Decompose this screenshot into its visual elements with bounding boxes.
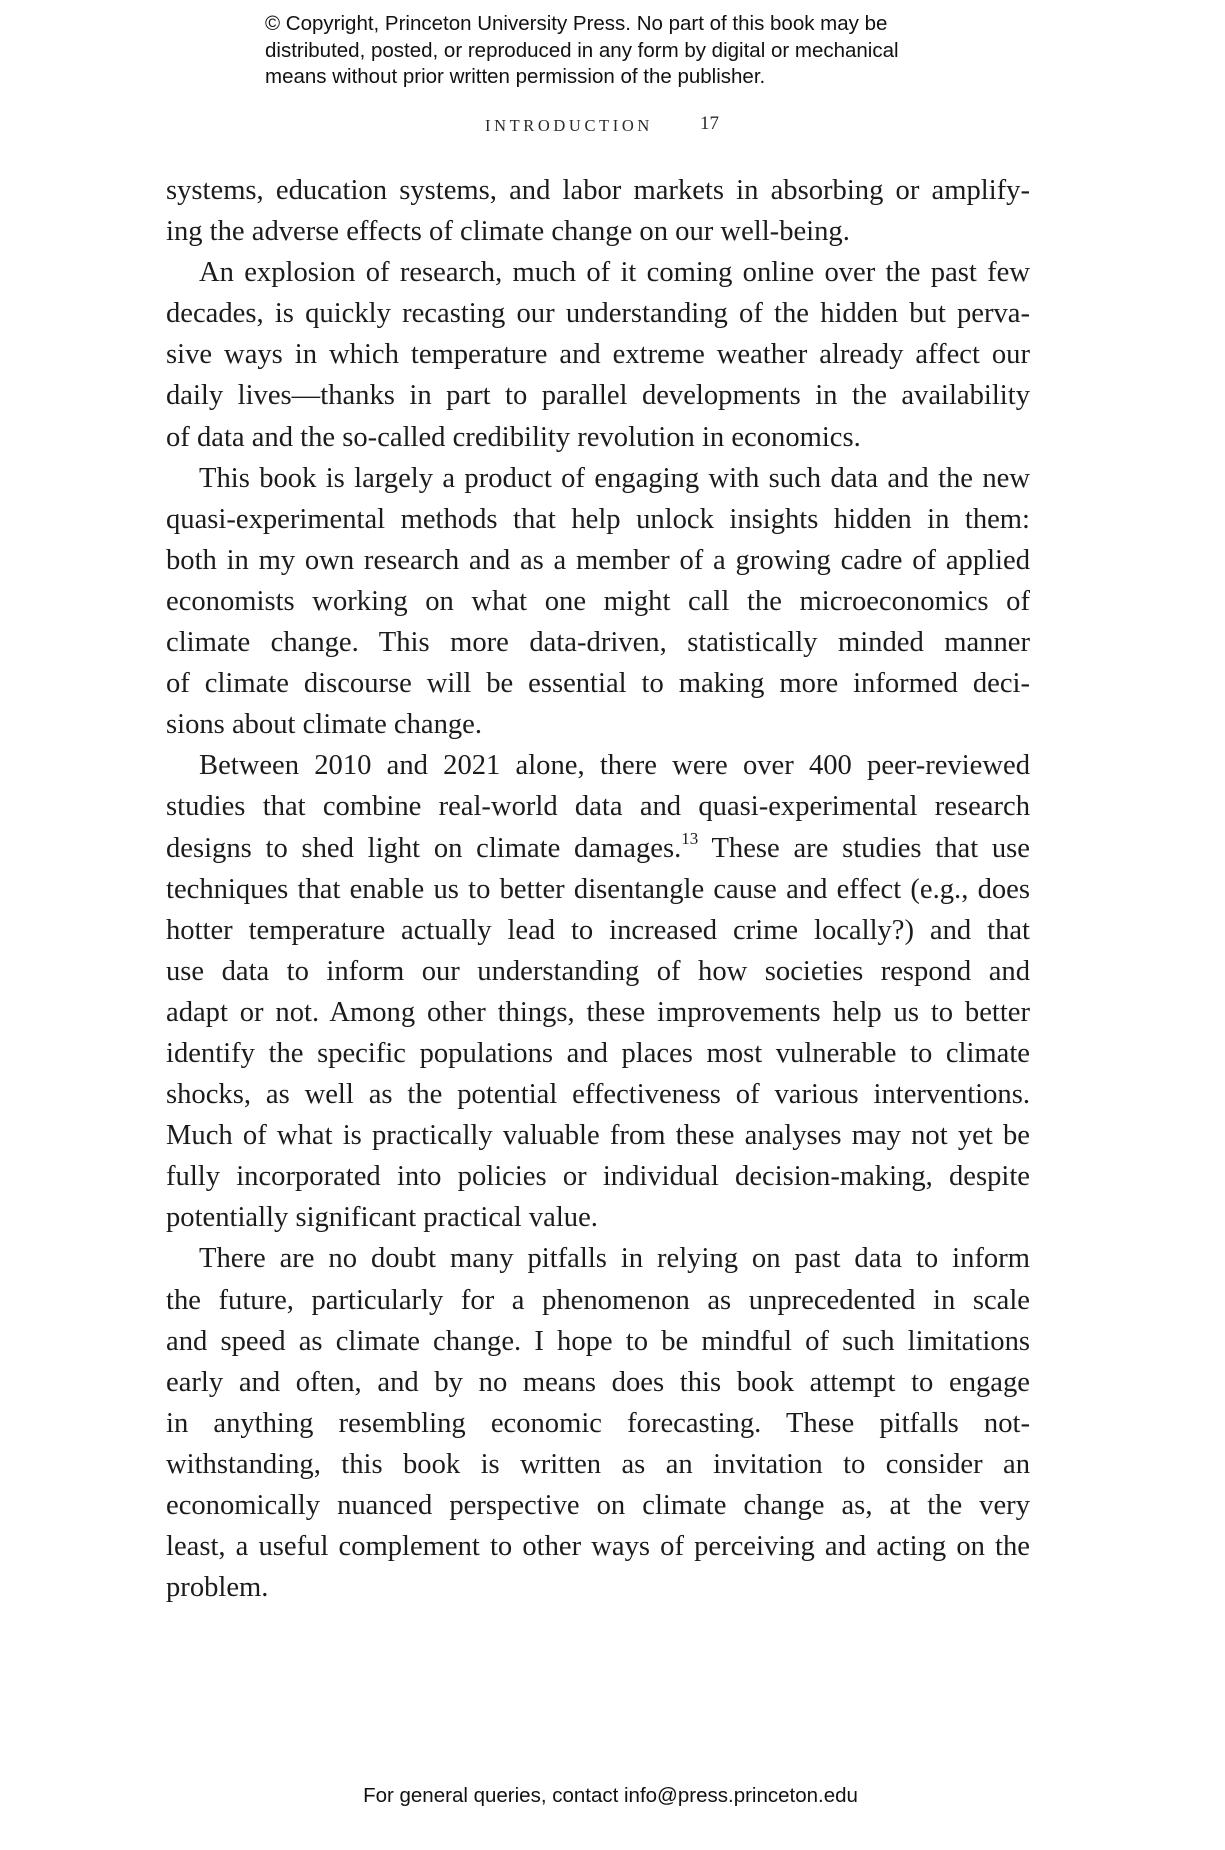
text-line: studies that combine real-world data and quasi-experimental research	[166, 791, 1030, 823]
paragraph	[166, 252, 1030, 457]
text-line: Between 2010 and 2021 alone, there were over 400 peer-reviewed	[199, 750, 1030, 782]
text-line: hotter temperature actually lead to increased crime locally?) and that	[166, 914, 1030, 946]
text-line: sive ways in which temperature and extreme weather already affect our	[166, 339, 1030, 371]
copyright-line: © Copyright, Princeton University Press. No part of this book may be	[265, 12, 888, 35]
text-line: early and often, and by no means does this book attempt to engage	[166, 1366, 1030, 1398]
text-line: identify the specific populations and places most vulnerable to climate	[166, 1037, 1030, 1069]
text-line: sions about climate change.	[166, 709, 483, 741]
text-line: techniques that enable us to better disentangle cause and effect (e.g., does	[166, 873, 1030, 905]
text-line: climate change. This more data-driven, statistically minded manner	[166, 627, 1030, 659]
text-line: ing the adverse effects of climate change on our well-being.	[166, 216, 850, 248]
contact-notice: For general queries, contact info@press.princeton.edu	[363, 1784, 858, 1807]
running-head	[0, 113, 1225, 139]
text-line: use data to inform our understanding of how societies respond and	[166, 955, 1030, 987]
text-segment: designs to shed light on climate damages.	[166, 832, 682, 864]
text-line: This book is largely a product of engaging with such data and the new	[199, 462, 1030, 494]
text-line: problem.	[166, 1572, 269, 1604]
text-line: and speed as climate change. I hope to be mindful of such limitations	[166, 1325, 1030, 1357]
text-segment: These are studies that use	[698, 832, 1030, 864]
text-line-with-footnote	[166, 828, 1030, 869]
body-text	[166, 170, 1030, 1608]
text-line: Much of what is practically valuable from these analyses may not yet be	[166, 1120, 1030, 1152]
text-line: adapt or not. Among other things, these improvements help us to better	[166, 996, 1030, 1028]
text-line: withstanding, this book is written as an invitation to consider an	[166, 1448, 1030, 1480]
footer	[0, 1784, 1225, 1808]
copyright-line: means without prior written permission of the publisher.	[265, 65, 766, 88]
copyright-notice	[265, 11, 985, 91]
text-line: systems, education systems, and labor markets in absorbing or amplify-	[166, 175, 1030, 206]
text-line: quasi-experimental methods that help unlock insights hidden in them:	[166, 503, 1030, 535]
text-line: least, a useful complement to other ways of perceiving and acting on the	[166, 1531, 1030, 1563]
text-line: decades, is quickly recasting our understanding of the hidden but perva-	[166, 298, 1030, 330]
text-line: in anything resembling economic forecasting. These pitfalls not-	[166, 1407, 1030, 1439]
chapter-title: INTRODUCTION	[485, 116, 653, 135]
text-line: economically nuanced perspective on climate change as, at the very	[166, 1490, 1030, 1521]
text-line: of climate discourse will be essential to making more informed deci-	[166, 668, 1030, 700]
paragraph	[166, 458, 1030, 746]
paragraph	[166, 745, 1030, 1238]
paragraph	[166, 170, 1030, 252]
page-number: 17	[700, 113, 719, 134]
text-line: shocks, as well as the potential effectiveness of various interventions.	[166, 1079, 1030, 1111]
text-line: of data and the so-called credibility revolution in economics.	[166, 421, 861, 453]
text-line: the future, particularly for a phenomenon as unprecedented in scale	[166, 1284, 1030, 1316]
text-line: economists working on what one might call the microeconomics of	[166, 585, 1030, 617]
text-line: There are no doubt many pitfalls in relying on past data to inform	[199, 1243, 1030, 1275]
copyright-line: distributed, posted, or reproduced in any form by digital or mechanical	[265, 38, 899, 62]
footnote-marker[interactable]: 13	[681, 828, 699, 848]
paragraph	[166, 1238, 1030, 1608]
text-line: potentially significant practical value.	[166, 1202, 598, 1234]
text-line: fully incorporated into policies or individual decision-making, despite	[166, 1161, 1030, 1193]
text-line: daily lives—thanks in part to parallel developments in the availability	[166, 380, 1030, 412]
text-line: An explosion of research, much of it coming online over the past few	[199, 257, 1030, 289]
text-line: both in my own research and as a member of a growing cadre of applied	[166, 544, 1030, 576]
